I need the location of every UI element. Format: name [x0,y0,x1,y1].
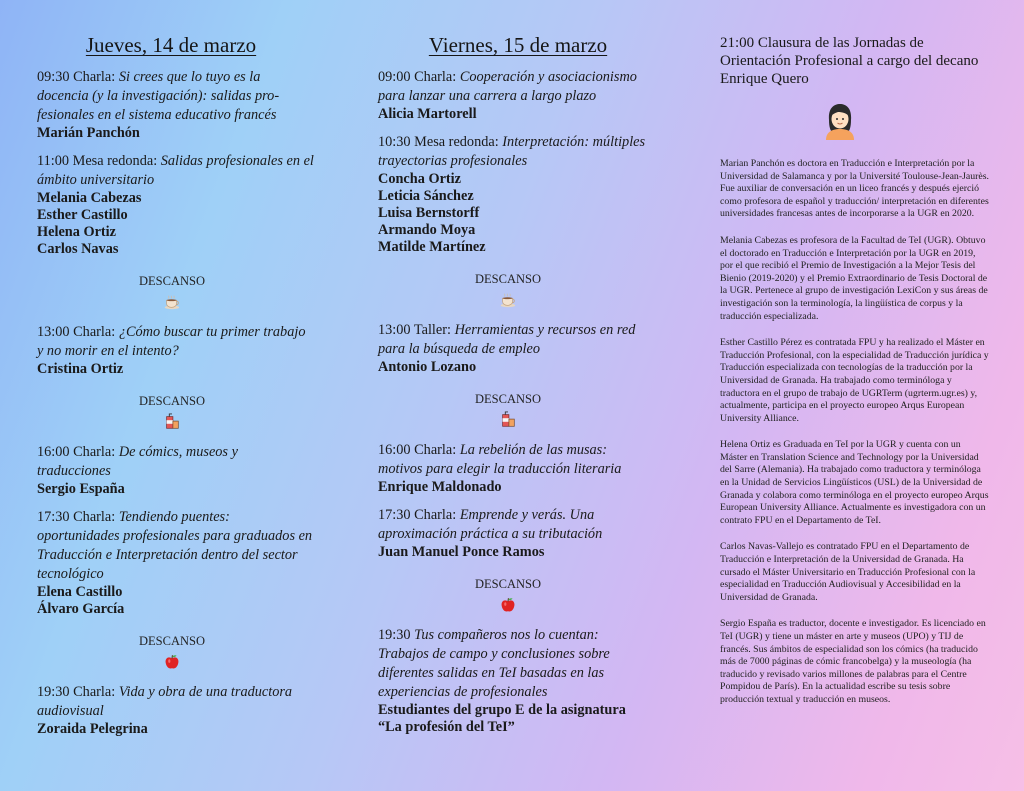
schedule-event [37,443,315,498]
coffee-icon [499,291,517,309]
event-time-type: 09:00 Charla: [378,69,457,85]
event-title: ¿Cómo buscar tu primer trabajo y no morir en el intento? [37,324,306,359]
speaker-name: Concha Ortiz [378,171,461,187]
event-time-type: 11:00 Mesa redonda: [37,153,158,169]
event-time-type: 10:30 Mesa redonda: [378,134,499,150]
speaker-name: Alicia Martorell [378,106,477,122]
speaker-name: Carlos Navas [37,241,119,257]
drink-icon [499,411,517,429]
closing-ceremony: 21:00 Clausura de las Jornadas de Orientación Profesional a cargo del decano Enrique Quero [720,35,979,87]
event-speakers [37,125,315,142]
speaker-name: Sergio España [37,481,125,497]
speaker-bio: Sergio España es traductor, docente e investigador. Es licenciado en TeI (UGR) y tiene un máster en arte y museos (UPO) y TIJ de francés. Sus ámbitos de especialidad son los cómics (ha traducido más de 7000 páginas de cómic francobelga) y la museología (ha traducido y revisado varios millones de palabras para el Centre Pompidou de París). En la actualidad escribe su tesis sobre producción textual y traducción en museos. [720,618,986,705]
event-time-type: 13:00 Charla: [37,324,116,340]
schedule-event [378,133,648,256]
coffee-icon [163,293,181,311]
speaker-bio: Esther Castillo Pérez es contratada FPU y ha realizado el Máster en Traducción Profesional, con la especialidad de Traducción jurídica y Traducción especializada con tecnologías de la traducción por la Universidad de Granada. Ha trabajado como terminóloga y traductora en el grupo de trabajo de UGRTerm (ugrterm.ugr.es) y, actualmente, participa en el proyecto europeo Arqus European University Alliance. [720,337,989,424]
break-text: DESCANSO [475,392,541,406]
event-speakers [37,361,315,378]
speaker-bio: Helena Ortiz es Graduada en TeI por la UGR y cuenta con un Máster en Translation Science and Technology por la Universidad del Sarre (Alemania). Ha trabajado como traductora y terminóloga en la Unidad de Servicios Lingüísticos (USL) de la Universidad de Granada y colabora como terminóloga en el proyecto europeo Arqus European University Alliance. Actualmente es investigadora con un contrato FPU en el Departamento de TeI. [720,439,989,526]
event-speakers [378,544,648,561]
event-title: De cómics, museos y traducciones [37,444,238,479]
event-speakers [378,702,648,736]
event-time-type: 19:30 [378,627,411,643]
event-speakers [378,359,648,376]
speaker-name: Cristina Ortiz [37,361,124,377]
break-label [37,394,315,431]
event-title: Vida y obra de una traductora audiovisual [37,684,293,719]
event-speakers [37,481,315,498]
schedule-event [37,323,315,378]
speaker-name: Estudiantes del grupo E de la asignatura “La profesión del TeI” [378,702,626,735]
event-time-type: 13:00 Taller: [378,322,451,338]
apple-icon [163,653,181,671]
break-label [378,577,648,614]
event-title: Tus compañeros nos lo cuentan: Trabajos de campo y conclusiones sobre diferentes salidas en TeI basadas en las experiencias de profesionales [378,627,610,700]
speaker-name: Elena Castillo [37,584,123,600]
break-label [37,274,315,311]
schedule-thursday [37,68,315,738]
speaker-name: Matilde Martínez [378,239,486,255]
speaker-name: Álvaro García [37,601,125,617]
break-label [378,272,648,309]
event-speakers [378,171,648,256]
break-text: DESCANSO [139,634,205,648]
event-title: La rebelión de las musas: motivos para elegir la traducción literaria [378,442,622,477]
break-label [378,392,648,429]
speaker-bio: Carlos Navas-Vallejo es contratado FPU en el Departamento de Traducción e Interpretación de la Universidad de Granada. Ha cursado el Máster Universitario en Traducción Profesional con la especialidad en Traducción Audiovisual y Accesibilidad en la Universidad de Granada. [720,541,976,603]
event-time-type: 16:00 Charla: [37,444,116,460]
break-label [37,634,315,671]
speaker-name: Antonio Lozano [378,359,477,375]
speaker-name: Zoraida Pelegrina [37,721,148,737]
speaker-bio: Melania Cabezas es profesora de la Facultad de TeI (UGR). Obtuvo el doctorado en Traducción e Interpretación por la UGR en 2019, por el que recibió el Premio de Investigación a la Mejor Tesis del Bienio (2019-2020) y el Premio Extraordinario de Tesis Doctoral de la UGR. Pertenece al grupo de investigación LexiCon y sus áreas de investigación son la terminología, la lingüística de corpus y la traducción especializada. [720,234,988,322]
speaker-name: Juan Manuel Ponce Ramos [378,544,545,560]
speaker-name: Luisa Bernstorff [378,205,480,221]
event-time-type: 16:00 Charla: [378,442,457,458]
speaker-bio: Marian Panchón es doctora en Traducción e Interpretación por la Universidad de Salamanca y por la Université Toulouse-Jean-Jaurès. Fue auxiliar de conversación en un liceo francés y después ejerció como profesora de español y traducción/ interpretación en diferentes universidades francesas antes de incorporarse a la UGR en 2020. [720,158,990,220]
schedule-event [378,626,648,736]
event-title: Cooperación y asociacionismo para lanzar una carrera a largo plazo [378,69,637,104]
speaker-name: Marián Panchón [37,125,140,141]
break-text: DESCANSO [139,274,205,288]
schedule-event [37,683,315,738]
drink-icon [163,413,181,431]
event-title: Interpretación: múltiples trayectorias profesionales [378,134,646,169]
event-time-type: 17:30 Charla: [37,509,116,525]
event-speakers [378,106,648,123]
event-time-type: 09:30 Charla: [37,69,116,85]
schedule-event [378,321,648,376]
schedule-event [37,68,315,142]
speaker-name: Helena Ortiz [37,224,117,240]
woman-avatar-icon [820,100,860,140]
column-thursday [37,0,315,748]
event-time-type: 17:30 Charla: [378,507,457,523]
schedule-event [37,508,315,618]
day-title-friday: Viernes, 15 de marzo [428,33,608,57]
column-friday [378,0,648,746]
speaker-name: Melania Cabezas [37,190,142,206]
break-text: DESCANSO [475,577,541,591]
event-title: Herramientas y recursos en red para la búsqueda de empleo [378,322,636,357]
day-title-thursday: Jueves, 14 de marzo [85,33,257,57]
speaker-name: Leticia Sánchez [378,188,474,204]
schedule-friday [378,68,648,736]
speaker-name: Enrique Maldonado [378,479,502,495]
event-title: Emprende y verás. Una aproximación práctica a su tributación [378,507,603,542]
schedule-event [37,152,315,258]
event-speakers [37,721,315,738]
event-speakers [37,190,315,258]
event-time-type: 19:30 Charla: [37,684,116,700]
column-bios [720,0,990,721]
event-speakers [378,479,648,496]
event-title: Si crees que lo tuyo es la docencia (y la investigación): salidas profesionales en el sistema educativo francés [37,69,280,123]
schedule-event [378,68,648,123]
speaker-name: Esther Castillo [37,207,128,223]
event-title: Tendiendo puentes: oportunidades profesionales para graduados en Traducción e Interpretación dentro del sector tecnológico [37,509,313,582]
event-speakers [37,584,315,618]
event-title: Salidas profesionales en el ámbito universitario [37,153,314,188]
apple-icon [499,596,517,614]
speaker-name: Armando Moya [378,222,476,238]
break-text: DESCANSO [139,394,205,408]
schedule-event [378,506,648,561]
speaker-bios [720,158,990,707]
break-text: DESCANSO [475,272,541,286]
schedule-event [378,441,648,496]
